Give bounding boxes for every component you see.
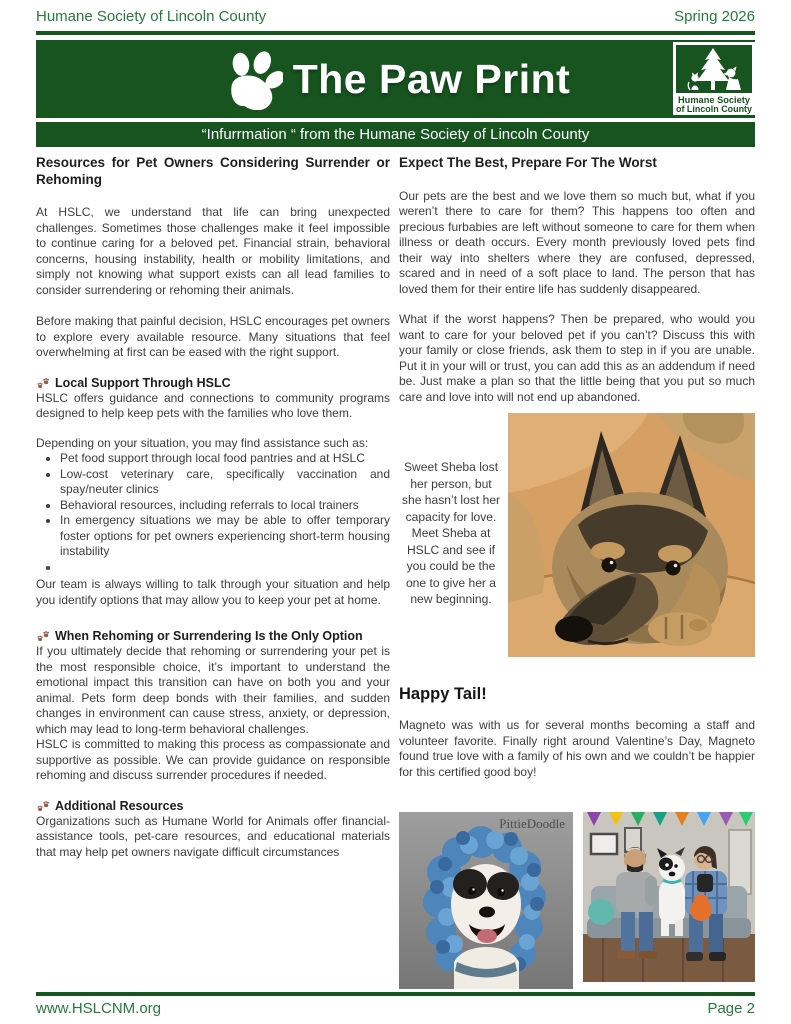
section-heading-label: When Rehoming or Surrendering Is the Only Option <box>55 629 363 643</box>
page-number: Page 2 <box>707 1000 755 1017</box>
sheba-photo <box>508 413 755 657</box>
list-item <box>60 560 390 576</box>
sheba-photo-row <box>399 413 755 657</box>
right-column <box>399 152 755 989</box>
section-heading-rehoming <box>36 628 390 644</box>
list-intro: Depending on your situation, you may find assistance such as: <box>36 435 369 450</box>
issue-date: Spring 2026 <box>674 8 755 25</box>
paragraph: At HSLC, we understand that life can bring unexpected challenges. Sometimes those challenges make it feel impossible to continue caring for a beloved pet. Financial strain, behavioral concerns, housing instability, health or mobility limitations, and simply not knowing what support exists can all lead families to consider surrendering or rehoming their animals. <box>36 205 390 297</box>
left-column <box>36 152 390 989</box>
assistance-list <box>36 451 390 575</box>
paragraph: What if the worst happens? Then be prepared, who would you want to care for your beloved pet if you can’t? Discuss this with your family or close friends, ask them to step in if you are unable. Put it in your will or trust, you can add this as an addendum if need be. Just make a plan so that the little being that you put so much care and love into will not end up abandoned. <box>399 312 755 404</box>
right-article-heading: Expect The Best, Prepare For The Worst <box>399 155 657 170</box>
section-heading-local-support <box>36 375 390 391</box>
section-heading-label: Local Support Through HSLC <box>55 375 231 390</box>
logo-text-line1: Humane Society <box>678 95 750 105</box>
paw-prints-icon <box>36 800 50 812</box>
title-banner <box>36 40 755 118</box>
sheba-caption: Sweet Sheba lost her person, but she hasn’t lost her capacity for love. Meet Sheba at HSLC and see if you could be the one to give her a new beginning. <box>401 460 501 606</box>
logo-text-line2: of Lincoln County <box>676 104 752 114</box>
left-article-heading: Resources for Pet Owners Considering Surrender or Rehoming <box>36 155 390 187</box>
content-columns <box>36 152 755 989</box>
photo-watermark-label: PittieDoodle <box>499 816 565 831</box>
happy-tail-photos <box>399 812 755 989</box>
pittiedoodle-photo <box>399 812 573 989</box>
subtitle-bar <box>36 122 755 147</box>
org-name: Humane Society of Lincoln County <box>36 8 267 25</box>
section-heading-additional-resources <box>36 798 390 814</box>
paw-print-icon <box>221 50 283 110</box>
list-item: • Pet food support through local food pantries and at HSLC <box>60 451 390 467</box>
masthead <box>36 8 755 25</box>
newsletter-title: The Paw Print <box>292 55 571 102</box>
paragraph: Our pets are the best and we love them so much but, what if you weren’t there to care for them? This happens too often and precious furbabies are left without someone to care for them when illness or death occurs. Every month previously loved pets find their way into shelters where they are confused, depressed, scared and in need of a soft place to land. The person that has loved them for their entire life has suddenly disappeared. <box>399 188 755 296</box>
paw-prints-icon <box>36 377 50 389</box>
list-item: • Low-cost veterinary care, specifically vaccination and spay/neuter clinics <box>60 467 390 498</box>
list-item: • In emergency situations we may be able to offer temporary foster options for pet owners experiencing short-term housing instability <box>60 513 390 560</box>
footer-rule <box>36 992 755 996</box>
adoption-family-photo <box>583 812 755 982</box>
website-url: www.HSLCNM.org <box>36 1000 162 1017</box>
paw-prints-icon <box>36 630 50 642</box>
hslc-logo <box>673 42 755 115</box>
paragraph: Magneto was with us for several months becoming a staff and volunteer favorite. Finally right around Valentine’s Day, Magneto found true love with a family of his own and we couldn’t be happier for this certified good boy! <box>399 718 755 779</box>
subtitle-text: “Infurrmation “ from the Humane Society of Lincoln County <box>201 126 590 143</box>
happy-tail-heading: Happy Tail! <box>399 685 487 703</box>
footer <box>36 1000 755 1017</box>
paragraph: Organizations such as Humane World for Animals offer financial-assistance tools, pet-care resources, and educational materials that may help pet owners navigate difficult circumstances <box>36 813 390 859</box>
paragraph: Our team is always willing to talk through your situation and help you identify options that may allow you to keep your pet at home. <box>36 577 390 607</box>
section-heading-label: Additional Resources <box>55 798 184 813</box>
paragraph: HSLC offers guidance and connections to community programs designed to help keep pets with the families who love them. <box>36 390 390 420</box>
paragraph: HSLC is committed to making this process as compassionate and supportive as possible. We can provide guidance on responsible rehoming and discuss surrender procedures if needed. <box>36 737 390 782</box>
header-rule <box>36 31 755 35</box>
list-item: • Behavioral resources, including referrals to local trainers <box>60 498 390 514</box>
paragraph: If you ultimately decide that rehoming or surrendering your pet is the most responsible choice, it’s important to understand the emotional impact this transition can have on both you and your animal. Pets form deep bonds with their families, and sudden changes in environment can cause stress, anxiety, or depression, which may lead to long-term behavioral challenges. <box>36 644 390 736</box>
paragraph: Before making that painful decision, HSLC encourages pet owners to explore every available resource. Many situations that feel overwhelming at first can be eased with the right support. <box>36 314 390 359</box>
